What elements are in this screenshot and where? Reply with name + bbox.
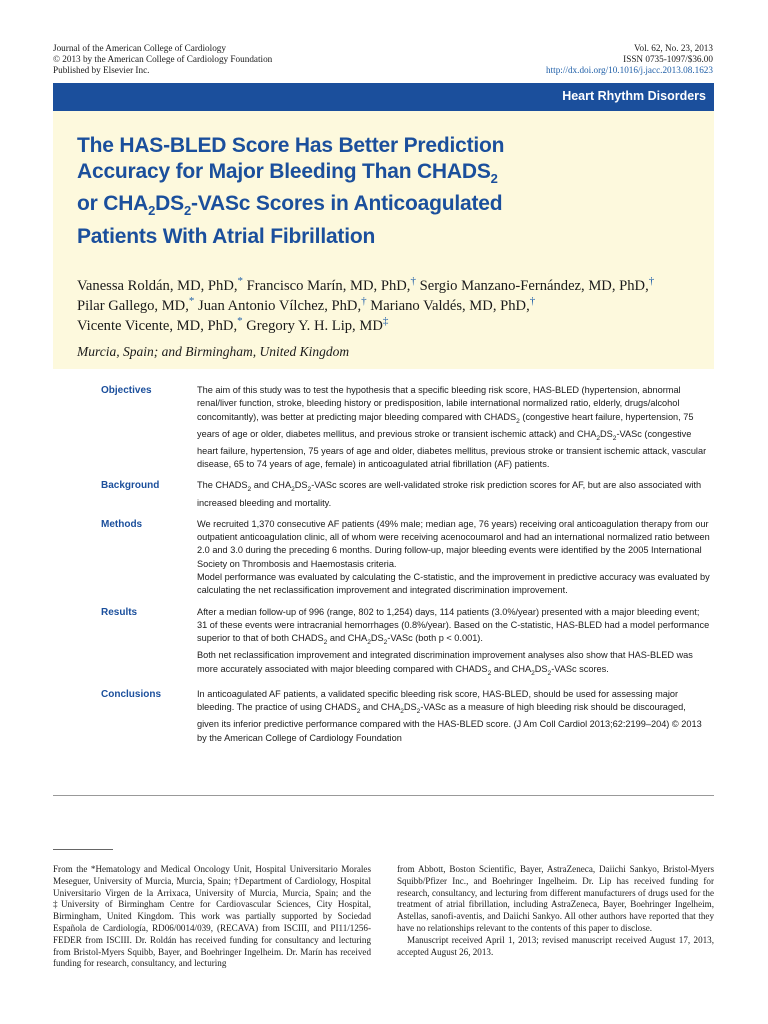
methods-text: We recruited 1,370 consecutive AF patients (49% male; median age, 76 years) receiving oral anticoagulation therapy from our outpatient anticoagulation clinic, all of whom were receiving acenocoumarol and had an international normalized ratio between 2.0 and 3.0 during the preceding 6 months. During follow-up, major bleeding events were identified by the 2005 International Society on Thrombosis and Haemostasis criteria. Model performance was evaluated by calculating the C-statistic, and the improvement in predictive accuracy was evaluated by calculating the net reclassification improvement and integrated discrimination improvement. xyxy=(197,518,710,596)
affiliation-mark: † xyxy=(648,275,655,288)
objectives-text: The aim of this study was to test the hypothesis that a specific bleeding risk score, HAS-BLED (hypertension, abnormal renal/liver function, stroke, bleeding history or predisposition, labile international normalized ratio, elderly, drugs/alcohol concomitantly), was better at predicting major bleeding compared with $CHADS_2$ (congestive heart failure, hypertension, 75 years of age or older, diabetes mellitus, and previous stroke or transient ischemic attack) and $CHA_2DS_2$-VASc (congestive heart failure, hypertension, 75 years of age and older, diabetes mellitus, previous stroke or transient ischemic attack, vascular disease, 65 to 74 years of age, female) in anticoagulated atrial fibrillation (AF) patients. xyxy=(197,385,707,470)
title-block xyxy=(53,111,714,369)
abstract xyxy=(53,384,714,753)
methods-label: Methods xyxy=(101,518,143,530)
affiliation-mark: † xyxy=(410,275,416,288)
affiliation-mark: † xyxy=(361,295,367,308)
results-label: Results xyxy=(101,606,138,618)
background-label: Background xyxy=(101,480,160,492)
journal-header xyxy=(53,43,272,76)
section-banner xyxy=(53,83,714,111)
title-line-3c: -VASc Scores in Anticoagulated xyxy=(190,192,503,216)
title-line-2: Accuracy for Major Bleeding Than CHADS xyxy=(77,159,491,183)
conclusions-label: Conclusions xyxy=(101,688,162,700)
journal-copyright: © 2013 by the American College of Cardiology Foundation xyxy=(53,54,273,64)
footnote-divider xyxy=(53,849,113,850)
abstract-conclusions xyxy=(53,688,714,745)
doi-link[interactable]: http://dx.doi.org/10.1016/j.jacc.2013.08.1623 xyxy=(546,65,713,75)
abstract-divider xyxy=(53,795,714,796)
abstract-methods xyxy=(53,518,714,598)
volume-info: Vol. 62, No. 23, 2013 xyxy=(634,43,713,53)
title-subscript: 2 xyxy=(148,203,156,219)
author-list xyxy=(77,276,702,336)
issn-info: ISSN 0735-1097/$36.00 xyxy=(623,54,713,64)
title-subscript: 2 xyxy=(183,203,191,219)
affiliation-mark: † xyxy=(529,295,536,308)
affiliation-mark: * xyxy=(188,295,195,308)
objectives-label: Objectives xyxy=(101,385,152,396)
title-line-3a: or CHA xyxy=(77,192,149,216)
affiliations-footnote: From the *Hematology and Medical Oncology Unit, Hospital Universitario Morales Meseguer, University of Murcia, Murcia, Spain; †Department of Cardiology, Hospital Universitario Virgen de la Arrixaca, University of Murcia, Murcia, Spain; and the ‡University of Birmingham Centre for Cardiovascular Sciences, City Hospital, Birmingham, United Kingdom. This work was partially supported by Sociedad Española de Cardiología, RD06/0014/039, (RECAVA) from ISCIII, and PI11/1256-FEDER from ISCIII. Dr. Roldán has received funding for consultancy and lecturing from Bristol-Myers Squibb, Bayer, and Boehringer Ingelheim. Dr. Marín has received funding for research, consultancy, and lecturing xyxy=(53,864,371,969)
author-name: Sergio Manzano-Fernández, MD, PhD, xyxy=(415,278,649,294)
title-line-4: Patients With Atrial Fibrillation xyxy=(77,224,376,248)
author-name: Vanessa Roldán, MD, PhD, xyxy=(77,278,238,294)
author-name: Mariano Valdés, MD, PhD, xyxy=(366,298,530,314)
author-name: Pilar Gallego, MD, xyxy=(77,298,189,314)
author-name: Francisco Marín, MD, PhD, xyxy=(243,278,411,294)
affiliation-mark: ‡ xyxy=(382,315,389,328)
article-title xyxy=(77,133,697,249)
abstract-results xyxy=(53,606,714,680)
author-name: Juan Antonio Vílchez, PhD, xyxy=(194,298,362,314)
citation-header xyxy=(546,43,713,76)
manuscript-dates: Manuscript received April 1, 2013; revised manuscript received August 17, 2013, accepted August 26, 2013. xyxy=(397,934,714,957)
journal-name: Journal of the American College of Cardiology xyxy=(53,43,226,53)
abstract-objectives xyxy=(53,384,714,471)
title-subscript: 2 xyxy=(490,170,498,186)
results-text: After a median follow-up of 996 (range, 802 to 1,254) days, 114 patients (3.0%/year) presented with a major bleeding event; 31 of these events were intracranial hemorrhages (0.8%/year). Based on the C-statistic, HAS-BLED had a model performance superior to that of both $CHADS_2$ and $CHA_2DS_2$-VASc (both p < 0.001). Both net reclassification improvement and integrated discrimination improvement analyses also show that HAS-BLED was more accurately associated with major bleeding compared with $CHADS_2$ and $CHA_2DS_2$-VASc scores. xyxy=(197,606,710,677)
background-text: The $CHADS_2$ and $CHA_2DS_2$-VASc scores are well-validated stroke risk prediction scores for AF, but are also associated with increased bleeding and mortality. xyxy=(197,480,702,508)
journal-publisher: Published by Elsevier Inc. xyxy=(53,65,150,75)
title-line-1: The HAS-BLED Score Has Better Prediction xyxy=(77,134,505,157)
conclusions-text: In anticoagulated AF patients, a validated specific bleeding risk score, HAS-BLED, should be used for assessing major bleeding. The practice of using $CHADS_2$ and $CHA_2DS_2$-VASc as a measure of high bleeding risk should be discouraged, given its inferior predictive performance compared with the HAS-BLED score. (J Am Coll Cardiol 2013;62:2199–204) © 2013 by the American College of Cardiology Foundation xyxy=(197,688,702,743)
section-label: Heart Rhythm Disorders xyxy=(562,89,706,103)
abstract-background xyxy=(53,479,714,509)
disclosures-footnote: from Abbott, Boston Scientific, Bayer, AstraZeneca, Daiichi Sankyo, Bristol-Myers Squibb/Pfizer Inc., and Boehringer Ingelheim. Dr. Lip has received funding for research, consultancy, and lecturing from different manufacturers of drugs used for the treatment of atrial fibrillation, including AstraZeneca, Bayer, Boehringer Ingelheim, Astellas, sanofi-aventis, and Daiichi Sankyo. All other authors have reported that they have no relationships relevant to the contents of this paper to disclose. xyxy=(397,864,714,933)
footnote-right xyxy=(397,864,714,958)
title-line-3b: DS xyxy=(155,192,184,216)
affiliation-mark: * xyxy=(237,275,244,288)
author-name: Vicente Vicente, MD, PhD, xyxy=(77,318,238,334)
author-name: Gregory Y. H. Lip, MD xyxy=(242,318,383,334)
author-location: Murcia, Spain; and Birmingham, United Kingdom xyxy=(77,344,350,359)
footnote-left xyxy=(53,864,371,970)
affiliation-mark: * xyxy=(237,315,243,328)
